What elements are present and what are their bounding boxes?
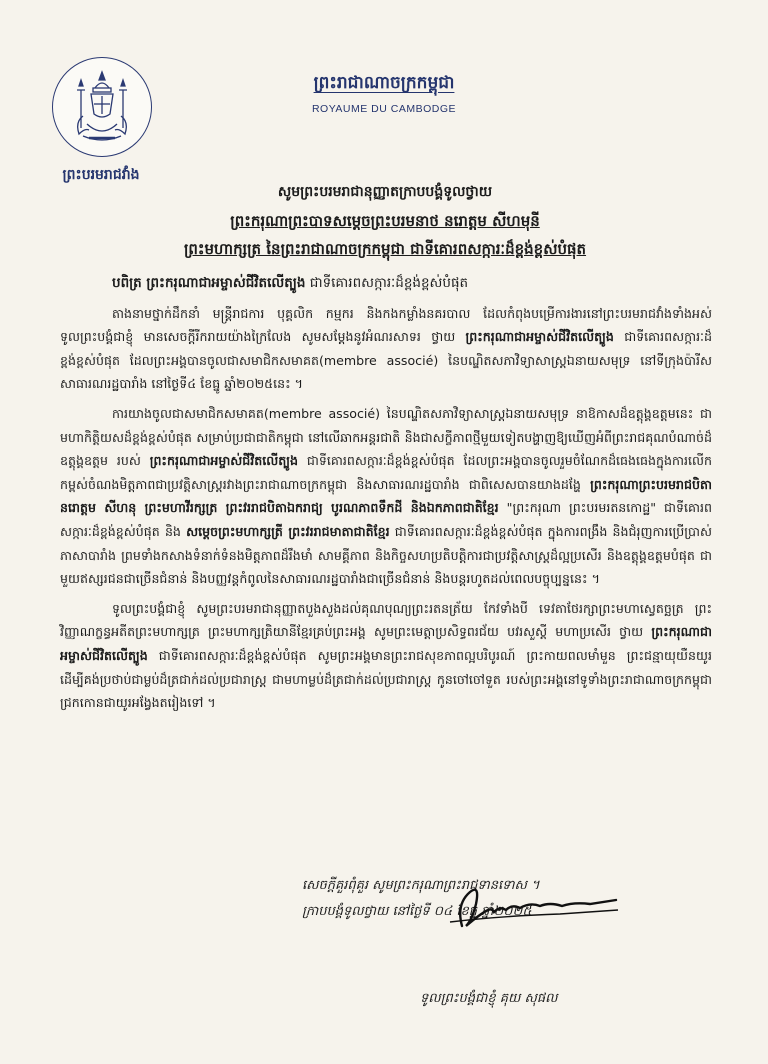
signature	[440, 874, 630, 938]
intro-line-1: សូមព្រះបរមរាជានុញ្ញាតក្រាបបង្គំទូលថ្វាយ	[277, 184, 493, 200]
p2-text-a: ការយាងចូលជាសមាជិកសមាគត(membre associé) នៃបណ្ឌិតសភាវិទ្យាសាស្ត្រឯនាយសមុទ្រ នាឱកាសដ៏ឧត្តុង្គឧត្តមនេះ ជាមហាកិត្តិយសដ៏ខ្ពង់ខ្ពស់បំផុត សម្រាប់ប្រជាជាតិកម្ពុជា នៅលើឆាកអន្តរជាតិ និងជាសក្ខីភាពថ្មីមួយទៀតបង្ហាញឱ្យឃើញអំពីព្រះរាជគុណបំណាច់ដ៏ឧត្តុង្គឧត្តម របស់	[60, 405, 712, 469]
p2-text-b: ជាទីគោរពសក្ការៈដ៏ខ្ពង់ខ្ពស់បំផុត ដែលព្រះអង្គបានចូលរួមចំណែកដ៏ធេងធេងក្នុងការលើកកម្ពស់ចំណងមិត្តភាពជាប្រវត្តិសាស្ត្ររវាងព្រះរាជាណាចក្រកម្ពុជា និងសាធារណរដ្ឋបារាំង ជាពិសេសបានយាងដង្ហែ	[60, 453, 712, 492]
p2-text-c: "ព្រះករុណា ព្រះបរមរតនកោដ្ឋ" ជាទីគោរពសក្ការៈដ៏ខ្ពង់ខ្ពស់បំផុត និង	[60, 500, 713, 539]
signatory-name: ទូលព្រះបង្គំជាខ្ញុំ គុយ សុផល	[420, 991, 558, 1006]
intro-line-2: ព្រះករុណាព្រះបាទសម្តេចព្រះបរមនាថ នរោត្តម សីហមុនី	[230, 212, 540, 230]
p2-bold-3: សម្តេចព្រះមហាក្សត្រី ព្រះវររាជមាតាជាតិខ្មែរ	[186, 523, 390, 539]
p3-bold: ព្រះករុណាជាអម្ចាស់ជីវិតលើត្បូង	[60, 624, 712, 663]
seal-caption: ព្រះបរមរាជវាំង	[62, 167, 140, 183]
intro-line-3: ព្រះមហាក្សត្រ នៃព្រះរាជាណាចក្រកម្ពុជា ជាទីគោរពសក្ការៈដ៏ខ្ពង់ខ្ពស់បំផុត	[183, 240, 587, 258]
p2-bold-2: ព្រះករុណាព្រះបរមរាជបិតា នរោត្តម សីហនុ ព្រះមហាវីរក្សត្រ ព្រះវររាជបិតាឯករាជ្យ បូរណភាពទឹកដី និងឯកភាពជាតិខ្មែរ	[60, 476, 712, 516]
salutation-rest: ជាទីគោរពសក្ការៈដ៏ខ្ពង់ខ្ពស់បំផុត	[305, 275, 469, 291]
p1-bold: ព្រះករុណាជាអម្ចាស់ជីវិតលើត្បូង	[465, 329, 614, 345]
p3-text-a: ទូលព្រះបង្គំជាខ្ញុំ សូមព្រះបរមរាជានុញ្ញាតបួងសួងដល់គុណបុណ្យព្រះរតនត្រ័យ កែវទាំងបី ទេវតាថែរក្សាព្រះមហាស្វេតច្ឆត្រ ព្រះវិញ្ញាណក្ខន្ធអតីតព្រះមហាក្សត្រ ព្រះមហាក្សត្រិយានីខ្មែរគ្រប់ព្រះអង្គ សូមព្រះមេត្តាប្រសិទ្ធពរជ័យ បវរសួស្តី មហាប្រសើរ ថ្វាយ	[60, 600, 712, 640]
p1-text-b: ជាទីគោរពសក្ការៈដ៏ខ្ពង់ខ្ពស់បំផុត ដែលព្រះអង្គបានចូលជាសមាជិកសមាគត(membre associé) នៃបណ្ឌិតសភាវិទ្យាសាស្ត្រឯនាយសមុទ្រ នៅទីក្រុងប៉ារីស សាធារណរដ្ឋបារាំង នៅថ្ងៃទី៤ ខែធ្នូ ឆ្នាំ២០២៥នេះ ។	[60, 329, 712, 392]
salutation	[60, 272, 712, 296]
closing-line-2: ក្រាបបង្គំទូលថ្វាយ នៅថ្ងៃទី ០៤ ខែធ្នូ ឆ្នាំ២០២៥	[302, 904, 532, 919]
paragraph-3	[60, 597, 712, 715]
salutation-bold: បពិត្រ ព្រះករុណាជាអម្ចាស់ជីវិតលើត្បូង	[112, 275, 306, 291]
letterhead-khmer: ព្រះរាជាណាចក្រកម្ពុជា	[313, 73, 455, 93]
p2-bold-1: ព្រះករុណាជាអម្ចាស់ជីវិតលើត្បូង	[149, 453, 299, 469]
letter-body	[60, 272, 712, 721]
closing-line-1: សេចក្តីគួរពុំគួរ សូមព្រះករុណាព្រះរាជទានទោស ។	[302, 878, 540, 893]
paragraph-1	[60, 302, 712, 396]
royal-coat-of-arms-icon	[53, 58, 151, 156]
letterhead-french: ROYAUME DU CAMBODGE	[311, 103, 457, 115]
letterhead	[258, 72, 510, 115]
p3-text-b: ជាទីគោរពសក្ការៈដ៏ខ្ពង់ខ្ពស់បំផុត សូមព្រះអង្គមានព្រះរាជសុខភាពល្អបរិបូរណ៍ ព្រះកាយពលមាំមួន ព្រះជន្មាយុយឺនយូរ ដើម្បីគង់ប្រថាប់ជាម្លប់ដ៏ត្រជាក់ដល់ប្រជារាស្ត្រ ជាមហាម្លប់ដ៏ត្រជាក់ដល់ប្រជារាស្ត្រ កូនចៅចៅទួត របស់ព្រះអង្គនៅទូទាំងព្រះរាជាណាចក្រកម្ពុជា ជ្រកកោនជាយូរអង្វែងតរៀងទៅ ។	[60, 647, 712, 711]
handwritten-signature-icon	[440, 874, 630, 934]
p2-text-d: ជាទីគោរពសក្ការៈដ៏ខ្ពង់ខ្ពស់បំផុត ក្នុងការពង្រឹង និងជំរុញការប្រើប្រាស់ភាសាបារាំង ព្រមទាំងកសាងទំនាក់ទំនងមិត្តភាពដ៏រឹងមាំ សាមគ្គីភាព និងកិច្ចសហប្រតិបត្តិការជាប្រវត្តិសាស្ត្រដ៏ល្អប្រសើរ និងឧត្តុង្គឧត្តមបំផុត ជាមួយឥស្សរជនជាច្រើនជំនាន់ និងបញ្ញវន្តកំពូលនៃសាធារណរដ្ឋបារាំងជាច្រើនជំនាន់ និងបន្តរហូតដល់ពេលបច្ចុប្បន្ននេះ ។	[60, 523, 712, 587]
p1-text-a: តាងនាមថ្នាក់ដឹកនាំ មន្ត្រីរាជការ បុគ្គលិក កម្មករ និងកងកម្លាំងនគរបាល ដែលកំពុងបម្រើការងារនៅព្រះបរមរាជវាំងទាំងអស់ ទូលព្រះបង្គំជាខ្ញុំ មានសេចក្តីរីករាយយ៉ាងក្រៃលែង សូមសម្តែងនូវអំណរសាទរ ថ្វាយ	[60, 305, 712, 345]
paragraph-2	[60, 402, 712, 591]
royal-seal	[52, 57, 152, 157]
